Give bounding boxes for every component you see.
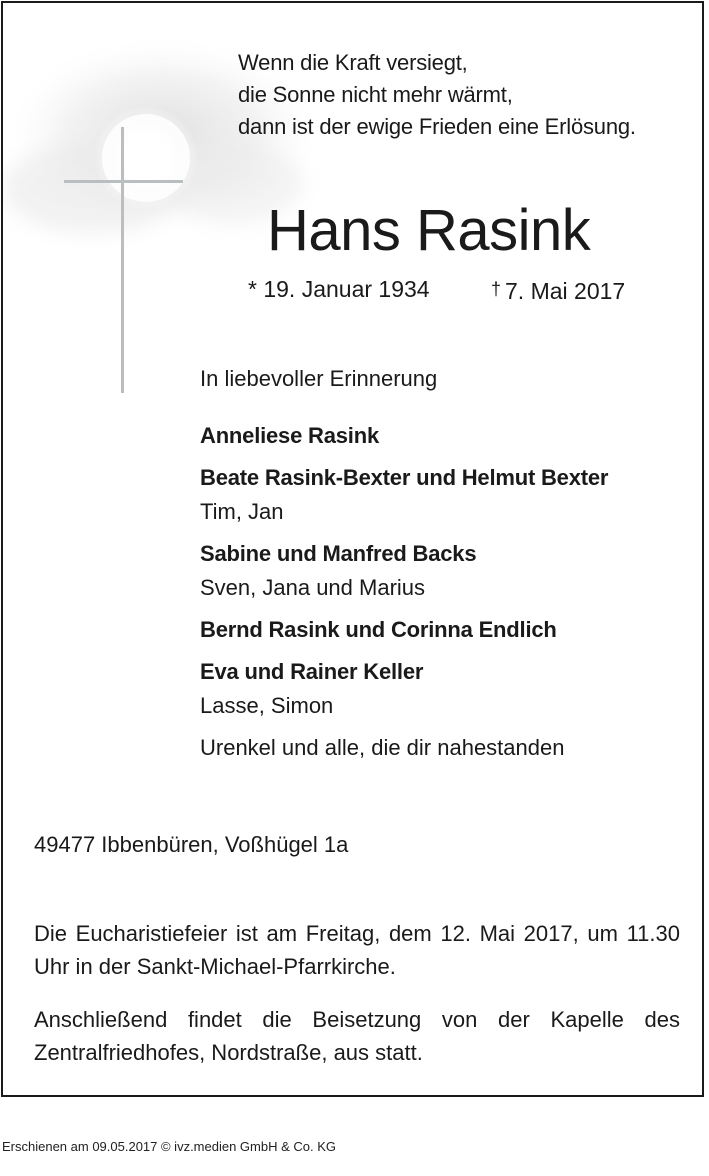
poem [238,47,636,143]
mourner-group [200,655,690,723]
birth-date: * 19. Januar 1934 [248,276,430,302]
service-mass-notice: Die Eucharistiefeier ist am Freitag, dem 12. Mai 2017, um 11.30 Uhr in der Sankt-Michael-Pfarrkirche. [34,921,680,979]
service-burial-notice: Anschließend findet die Beisetzung von der Kapelle des Zentralfriedhofes, Nordstraße, aus statt. [34,1007,680,1065]
mourners-list [200,363,690,765]
mourner-children: Sven, Jana und Marius [200,575,426,600]
death-cross-icon: † [491,279,502,299]
mourner-names: Sabine und Manfred Backs [200,541,477,566]
publication-footer: Erschienen am 09.05.2017 © ivz.medien GmbH & Co. KG [2,1139,337,1154]
mourner-group [200,419,690,453]
mourner-names: Eva und Rainer Keller [200,659,424,684]
mourner-group [200,537,690,605]
death-date: 7. Mai 2017 [505,278,626,304]
remembrance-intro: In liebevoller Erinnerung [200,366,438,391]
mourner-group [200,613,690,647]
mourner-group [200,461,690,529]
death-date-row [491,273,625,307]
mourner-children: Tim, Jan [200,499,284,524]
mourner-names: Beate Rasink-Bexter und Helmut Bexter [200,465,609,490]
poem-line: dann ist der ewige Frieden eine Erlösung. [238,114,636,139]
obituary-card [1,1,704,1097]
mourner-names: Anneliese Rasink [200,423,379,448]
poem-line: die Sonne nicht mehr wärmt, [238,82,513,107]
cross-vertical [121,127,124,393]
mourner-names: Bernd Rasink und Corinna Endlich [200,617,557,642]
mourner-children: Lasse, Simon [200,693,334,718]
family-address: 49477 Ibbenbüren, Voßhügel 1a [34,832,349,857]
poem-line: Wenn die Kraft versiegt, [238,50,468,75]
mourners-closing: Urenkel und alle, die dir nahestanden [200,735,565,760]
deceased-name: Hans Rasink [267,198,591,263]
cross-horizontal [64,180,183,183]
